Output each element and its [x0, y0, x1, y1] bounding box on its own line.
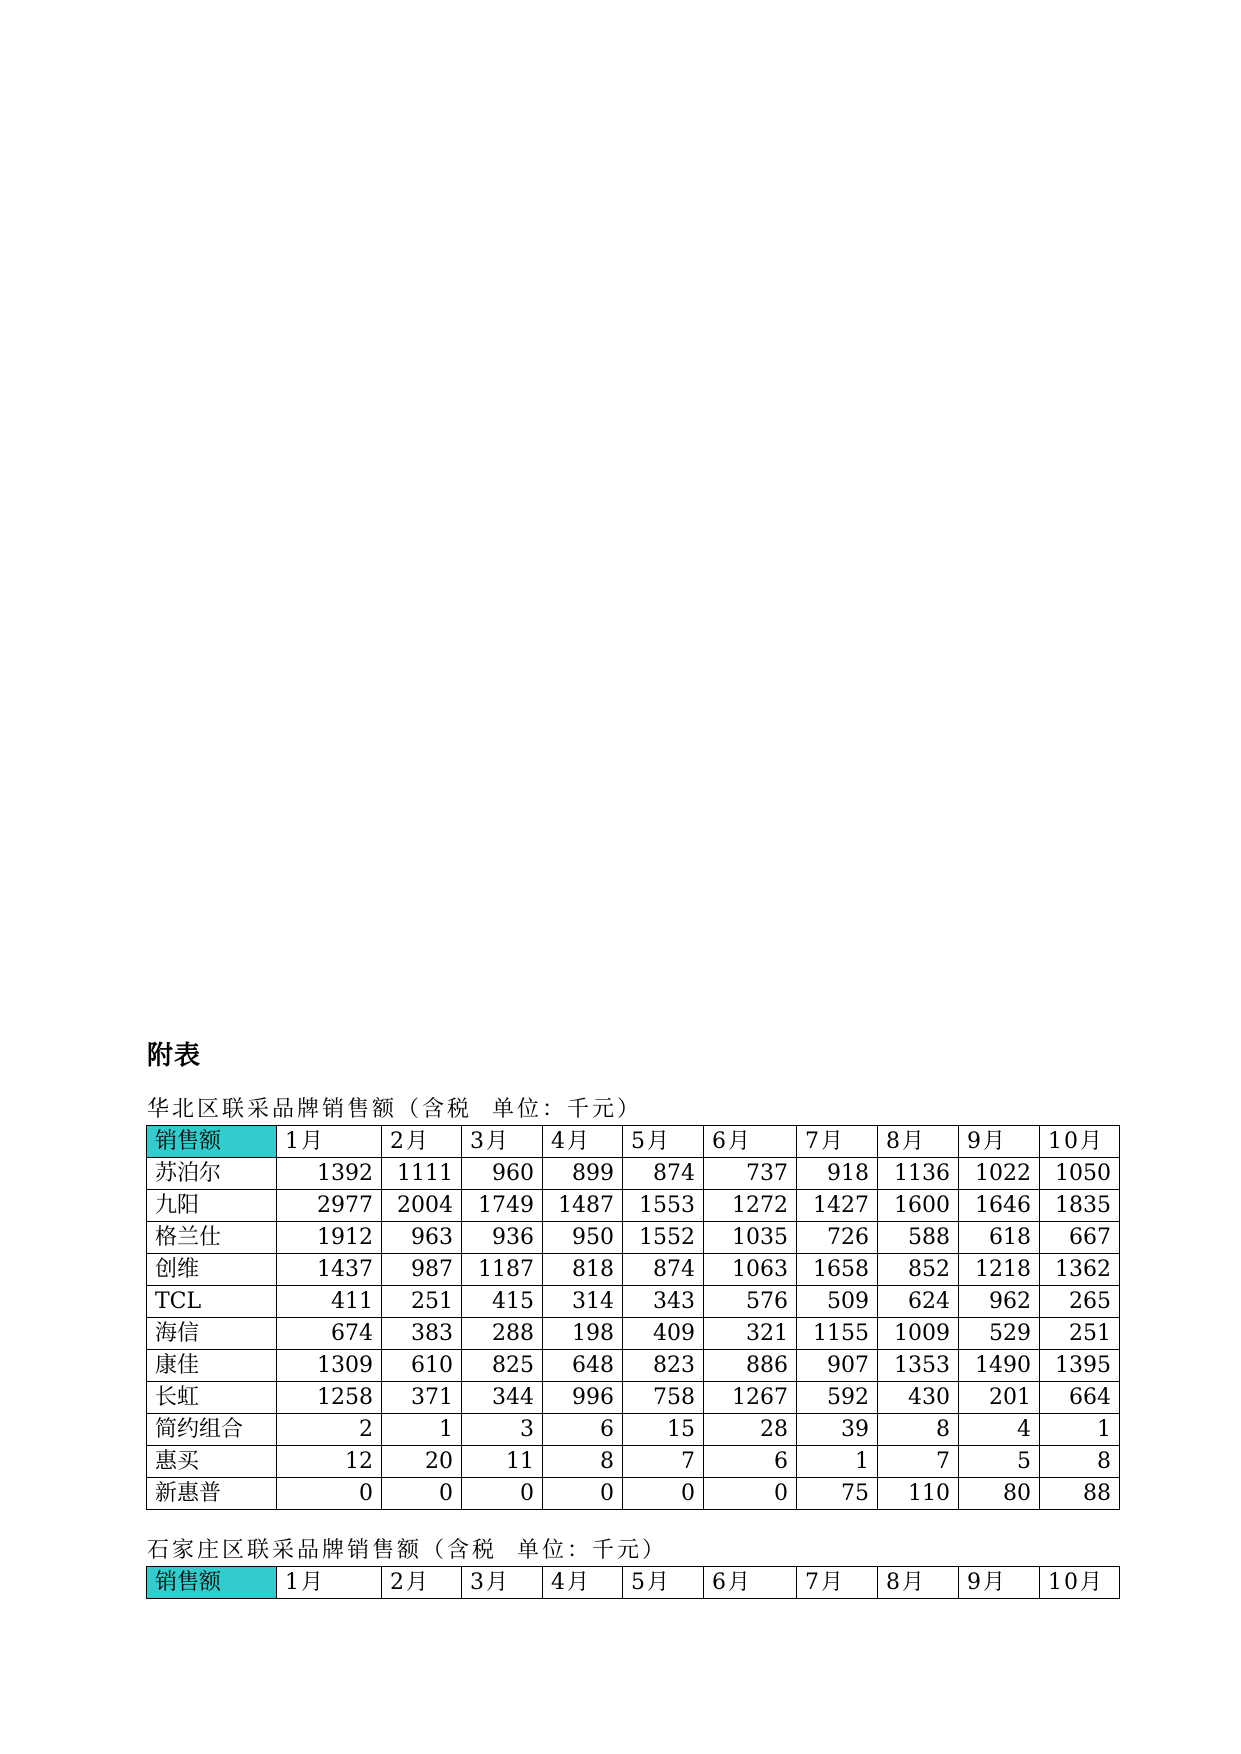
- value-cell: 962: [959, 1286, 1040, 1318]
- value-cell: 0: [382, 1478, 462, 1510]
- value-cell: 1427: [797, 1190, 878, 1222]
- value-cell: 314: [543, 1286, 623, 1318]
- value-cell: 1392: [277, 1158, 382, 1190]
- value-cell: 288: [462, 1318, 543, 1350]
- value-cell: 874: [623, 1158, 704, 1190]
- value-cell: 674: [277, 1318, 382, 1350]
- value-cell: 7: [878, 1446, 959, 1478]
- table2-caption: 石家庄区联采品牌销售额（含税 单位：千元）: [147, 1538, 667, 1563]
- table-row: [147, 1350, 1120, 1382]
- value-cell: 110: [878, 1478, 959, 1510]
- value-cell: 8: [543, 1446, 623, 1478]
- value-cell: 39: [797, 1414, 878, 1446]
- month-header-cell: 5月: [623, 1567, 704, 1599]
- value-cell: 1050: [1040, 1158, 1120, 1190]
- value-cell: 88: [1040, 1478, 1120, 1510]
- brand-cell: 九阳: [147, 1190, 277, 1222]
- value-cell: 251: [1040, 1318, 1120, 1350]
- value-cell: 1487: [543, 1190, 623, 1222]
- month-header-cell: 7月: [797, 1126, 878, 1158]
- value-cell: 430: [878, 1382, 959, 1414]
- value-cell: 2004: [382, 1190, 462, 1222]
- value-cell: 1309: [277, 1350, 382, 1382]
- value-cell: 624: [878, 1286, 959, 1318]
- value-cell: 15: [623, 1414, 704, 1446]
- value-cell: 1155: [797, 1318, 878, 1350]
- value-cell: 886: [704, 1350, 797, 1382]
- value-cell: 11: [462, 1446, 543, 1478]
- value-cell: 825: [462, 1350, 543, 1382]
- value-cell: 758: [623, 1382, 704, 1414]
- value-cell: 6: [704, 1446, 797, 1478]
- brand-cell: TCL: [147, 1286, 277, 1318]
- value-cell: 1835: [1040, 1190, 1120, 1222]
- value-cell: 1646: [959, 1190, 1040, 1222]
- table-header-row: [147, 1126, 1120, 1158]
- value-cell: 1912: [277, 1222, 382, 1254]
- value-cell: 592: [797, 1382, 878, 1414]
- value-cell: 726: [797, 1222, 878, 1254]
- value-cell: 383: [382, 1318, 462, 1350]
- table1-caption: 华北区联采品牌销售额（含税 单位：千元）: [147, 1097, 642, 1122]
- brand-cell: 创维: [147, 1254, 277, 1286]
- value-cell: 1552: [623, 1222, 704, 1254]
- value-cell: 1437: [277, 1254, 382, 1286]
- value-cell: 75: [797, 1478, 878, 1510]
- value-cell: 996: [543, 1382, 623, 1414]
- brand-cell: 海信: [147, 1318, 277, 1350]
- month-header-cell: 10月: [1040, 1567, 1120, 1599]
- value-cell: 618: [959, 1222, 1040, 1254]
- value-cell: 1395: [1040, 1350, 1120, 1382]
- value-cell: 1258: [277, 1382, 382, 1414]
- value-cell: 371: [382, 1382, 462, 1414]
- value-cell: 874: [623, 1254, 704, 1286]
- value-cell: 1362: [1040, 1254, 1120, 1286]
- north-china-sales-table: [146, 1125, 1120, 1510]
- table-row: [147, 1190, 1120, 1222]
- value-cell: 1111: [382, 1158, 462, 1190]
- header-corner-cell: 销售额: [147, 1126, 277, 1158]
- value-cell: 7: [623, 1446, 704, 1478]
- table-row: [147, 1414, 1120, 1446]
- value-cell: 1749: [462, 1190, 543, 1222]
- value-cell: 852: [878, 1254, 959, 1286]
- value-cell: 987: [382, 1254, 462, 1286]
- value-cell: 1: [1040, 1414, 1120, 1446]
- appendix-heading: 附表: [147, 1041, 202, 1071]
- value-cell: 0: [623, 1478, 704, 1510]
- table-row: [147, 1286, 1120, 1318]
- value-cell: 1218: [959, 1254, 1040, 1286]
- month-header-cell: 10月: [1040, 1126, 1120, 1158]
- value-cell: 918: [797, 1158, 878, 1190]
- value-cell: 899: [543, 1158, 623, 1190]
- brand-cell: 康佳: [147, 1350, 277, 1382]
- value-cell: 588: [878, 1222, 959, 1254]
- value-cell: 1187: [462, 1254, 543, 1286]
- value-cell: 2: [277, 1414, 382, 1446]
- value-cell: 907: [797, 1350, 878, 1382]
- value-cell: 664: [1040, 1382, 1120, 1414]
- value-cell: 1353: [878, 1350, 959, 1382]
- value-cell: 1490: [959, 1350, 1040, 1382]
- month-header-cell: 6月: [704, 1567, 797, 1599]
- value-cell: 6: [543, 1414, 623, 1446]
- table-row: [147, 1382, 1120, 1414]
- table-row: [147, 1318, 1120, 1350]
- value-cell: 28: [704, 1414, 797, 1446]
- value-cell: 1035: [704, 1222, 797, 1254]
- value-cell: 343: [623, 1286, 704, 1318]
- value-cell: 251: [382, 1286, 462, 1318]
- header-corner-cell: 销售额: [147, 1567, 277, 1599]
- value-cell: 610: [382, 1350, 462, 1382]
- value-cell: 409: [623, 1318, 704, 1350]
- value-cell: 1553: [623, 1190, 704, 1222]
- table-row: [147, 1478, 1120, 1510]
- value-cell: 0: [462, 1478, 543, 1510]
- value-cell: 1009: [878, 1318, 959, 1350]
- month-header-cell: 8月: [878, 1126, 959, 1158]
- value-cell: 201: [959, 1382, 1040, 1414]
- brand-cell: 新惠普: [147, 1478, 277, 1510]
- value-cell: 12: [277, 1446, 382, 1478]
- value-cell: 1: [382, 1414, 462, 1446]
- table-row: [147, 1254, 1120, 1286]
- value-cell: 648: [543, 1350, 623, 1382]
- value-cell: 0: [543, 1478, 623, 1510]
- value-cell: 960: [462, 1158, 543, 1190]
- value-cell: 198: [543, 1318, 623, 1350]
- value-cell: 344: [462, 1382, 543, 1414]
- value-cell: 8: [878, 1414, 959, 1446]
- brand-cell: 苏泊尔: [147, 1158, 277, 1190]
- value-cell: 20: [382, 1446, 462, 1478]
- value-cell: 411: [277, 1286, 382, 1318]
- value-cell: 1136: [878, 1158, 959, 1190]
- value-cell: 321: [704, 1318, 797, 1350]
- month-header-cell: 9月: [959, 1126, 1040, 1158]
- value-cell: 667: [1040, 1222, 1120, 1254]
- table-header-row: [147, 1567, 1120, 1599]
- month-header-cell: 4月: [543, 1126, 623, 1158]
- table-row: [147, 1222, 1120, 1254]
- brand-cell: 简约组合: [147, 1414, 277, 1446]
- month-header-cell: 8月: [878, 1567, 959, 1599]
- value-cell: 1267: [704, 1382, 797, 1414]
- brand-cell: 长虹: [147, 1382, 277, 1414]
- value-cell: 8: [1040, 1446, 1120, 1478]
- value-cell: 509: [797, 1286, 878, 1318]
- brand-cell: 惠买: [147, 1446, 277, 1478]
- month-header-cell: 2月: [382, 1567, 462, 1599]
- value-cell: 3: [462, 1414, 543, 1446]
- value-cell: 415: [462, 1286, 543, 1318]
- month-header-cell: 3月: [462, 1126, 543, 1158]
- value-cell: 936: [462, 1222, 543, 1254]
- value-cell: 0: [277, 1478, 382, 1510]
- value-cell: 950: [543, 1222, 623, 1254]
- month-header-cell: 1月: [277, 1126, 382, 1158]
- value-cell: 265: [1040, 1286, 1120, 1318]
- value-cell: 823: [623, 1350, 704, 1382]
- value-cell: 529: [959, 1318, 1040, 1350]
- value-cell: 1658: [797, 1254, 878, 1286]
- value-cell: 576: [704, 1286, 797, 1318]
- value-cell: 1022: [959, 1158, 1040, 1190]
- value-cell: 0: [704, 1478, 797, 1510]
- month-header-cell: 2月: [382, 1126, 462, 1158]
- value-cell: 5: [959, 1446, 1040, 1478]
- brand-cell: 格兰仕: [147, 1222, 277, 1254]
- month-header-cell: 5月: [623, 1126, 704, 1158]
- month-header-cell: 9月: [959, 1567, 1040, 1599]
- month-header-cell: 3月: [462, 1567, 543, 1599]
- value-cell: 1063: [704, 1254, 797, 1286]
- value-cell: 80: [959, 1478, 1040, 1510]
- value-cell: 1272: [704, 1190, 797, 1222]
- month-header-cell: 1月: [277, 1567, 382, 1599]
- value-cell: 737: [704, 1158, 797, 1190]
- table-row: [147, 1158, 1120, 1190]
- value-cell: 4: [959, 1414, 1040, 1446]
- value-cell: 1: [797, 1446, 878, 1478]
- month-header-cell: 7月: [797, 1567, 878, 1599]
- value-cell: 818: [543, 1254, 623, 1286]
- month-header-cell: 6月: [704, 1126, 797, 1158]
- shijiazhuang-sales-table: [146, 1566, 1120, 1599]
- value-cell: 1600: [878, 1190, 959, 1222]
- value-cell: 2977: [277, 1190, 382, 1222]
- month-header-cell: 4月: [543, 1567, 623, 1599]
- table-row: [147, 1446, 1120, 1478]
- value-cell: 963: [382, 1222, 462, 1254]
